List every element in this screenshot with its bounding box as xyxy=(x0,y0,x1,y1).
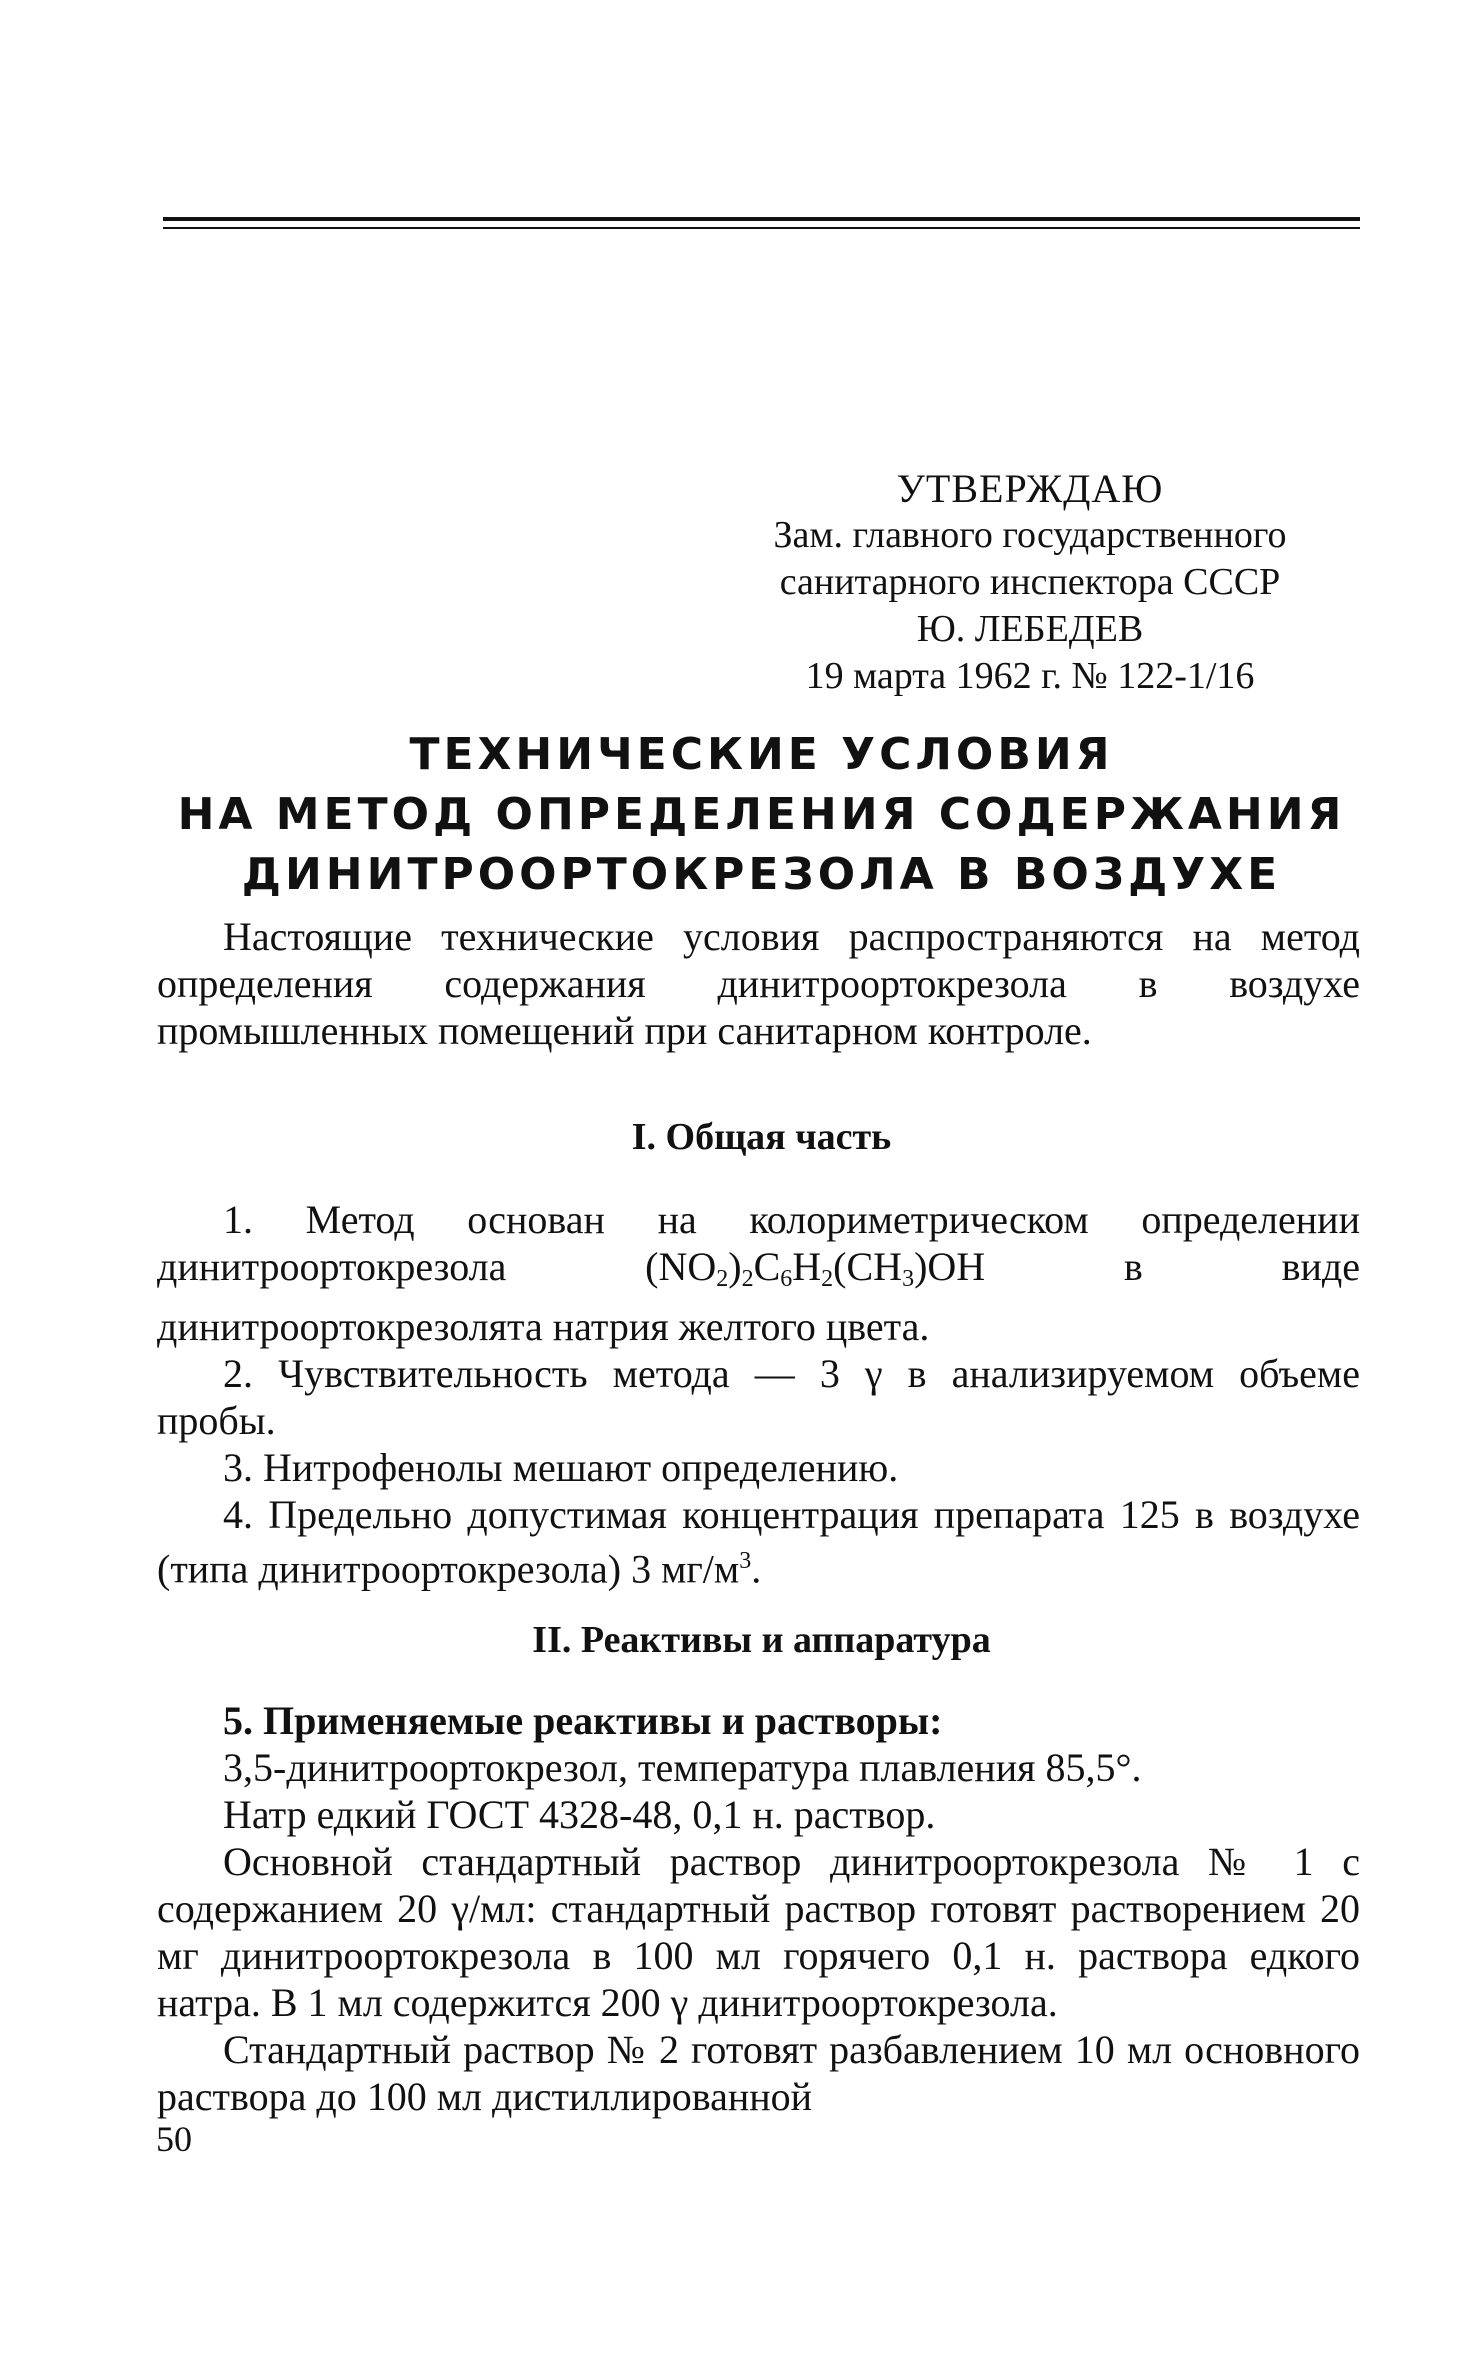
intro-paragraph: Настоящие технические условия распространяются на метод определения содержания динитроортокрезола в воздухе промышленных помещений при санитарном контроле. xyxy=(157,914,1360,1053)
section-1-body xyxy=(157,1196,1360,1592)
title-line-2: НА МЕТОД ОПРЕДЕЛЕНИЯ СОДЕРЖАНИЯ xyxy=(177,789,1346,840)
page-number: 50 xyxy=(156,2119,192,2159)
paragraph-4: 4. Предельно допустимая концентрация препарата 125 в воздухе (типа динитроортокрезола) 3 $мг/м^3$. xyxy=(157,1492,1360,1592)
paragraph-5b: Натр едкий ГОСТ 4328-48, 0,1 н. раствор. xyxy=(223,1792,936,1837)
approval-position-line2: санитарного инспектора СССР xyxy=(779,561,1281,603)
approval-signer: Ю. ЛЕБЕДЕВ xyxy=(916,608,1144,650)
paragraph-3: 3. Нитрофенолы мешают определению. xyxy=(223,1445,899,1490)
paragraph-1: 1. Метод основан на колориметрическом определении динитроортокрезола $(NO_2)_2C_6H_2(CH_3)OH$ в виде динитроортокрезолята натрия желтого цвета. xyxy=(157,1197,1360,1349)
title-line-3: ДИНИТРООРТОКРЕЗОЛА В ВОЗДУХЕ xyxy=(241,849,1282,900)
approval-date: 19 марта 1962 г. № 122-1/16 xyxy=(805,655,1255,697)
section-2-body xyxy=(157,1697,1360,2120)
paragraph-5a: 3,5-динитроортокрезол, температура плавления 85,5°. xyxy=(223,1745,1142,1790)
approval-block xyxy=(745,465,1315,700)
section-2-heading: II. Реактивы и аппаратура xyxy=(532,1619,991,1661)
section-1-heading: I. Общая часть xyxy=(631,1116,892,1158)
approval-position-line1: Зам. главного государственного xyxy=(773,514,1287,556)
paragraph-5d: Стандартный раствор № 2 готовят разбавлением 10 мл основного раствора до 100 мл дистиллированной xyxy=(157,2027,1360,2119)
paragraph-5-label: 5. Применяемые реактивы и растворы: xyxy=(223,1698,943,1743)
paragraph-5c: Основной стандартный раствор динитроортокрезола № 1 с содержанием 20 γ/мл: стандартный раствор готовят растворением 20 мг динитроортокрезола в 100 мл горячего 0,1 н. раствора едкого натра. В 1 мл содержится 200 γ динитроортокрезола. xyxy=(157,1839,1360,2025)
title-line-1: ТЕХНИЧЕСКИЕ УСЛОВИЯ xyxy=(409,729,1114,780)
approval-title: УТВЕРЖДАЮ xyxy=(896,466,1164,511)
intro-block xyxy=(157,913,1360,1054)
top-rule-upper xyxy=(163,217,1360,221)
document-title xyxy=(163,725,1360,905)
top-rule-lower xyxy=(163,227,1360,229)
paragraph-2: 2. Чувствительность метода — 3 γ в анализируемом объеме пробы. xyxy=(157,1351,1360,1443)
